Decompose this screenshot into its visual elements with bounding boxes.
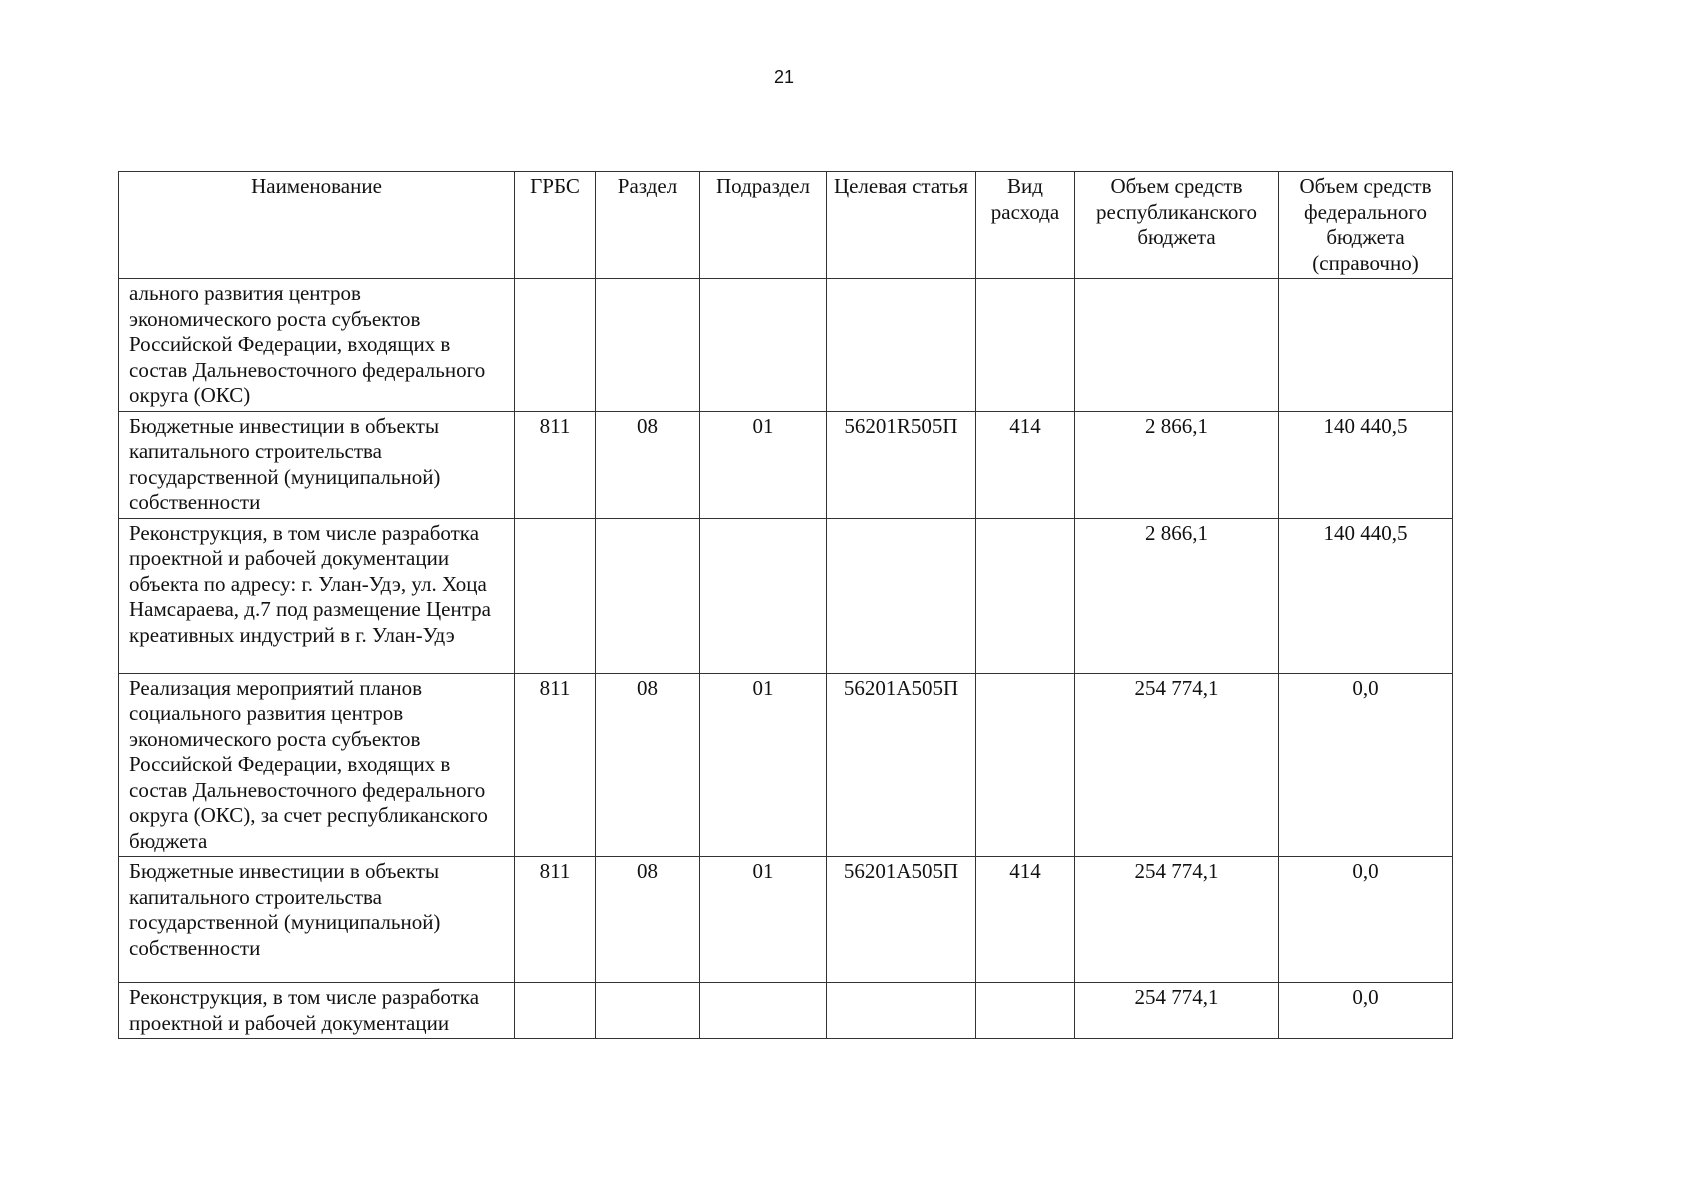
- cell-section: [596, 279, 700, 412]
- cell-subsection: [700, 983, 827, 1039]
- cell-subsection: 01: [700, 411, 827, 518]
- cell-name: Бюджетные инвестиции в объекты капитального строительства государственной (муниципальной) собственности: [119, 857, 515, 983]
- header-grbs: ГРБС: [515, 172, 596, 279]
- cell-federal-budget: 140 440,5: [1279, 518, 1453, 673]
- cell-federal-budget: 140 440,5: [1279, 411, 1453, 518]
- cell-target: [827, 518, 976, 673]
- cell-section: 08: [596, 411, 700, 518]
- cell-republic-budget: 254 774,1: [1075, 983, 1279, 1039]
- cell-federal-budget: 0,0: [1279, 673, 1453, 857]
- cell-republic-budget: 254 774,1: [1075, 673, 1279, 857]
- cell-federal-budget: [1279, 279, 1453, 412]
- table-row: [119, 518, 1453, 673]
- table-row: [119, 983, 1453, 1039]
- cell-section: 08: [596, 673, 700, 857]
- cell-section: 08: [596, 857, 700, 983]
- cell-grbs: 811: [515, 411, 596, 518]
- cell-expense-type: 414: [976, 857, 1075, 983]
- header-expense-type: Вид расхода: [976, 172, 1075, 279]
- cell-subsection: 01: [700, 673, 827, 857]
- cell-grbs: [515, 518, 596, 673]
- cell-grbs: 811: [515, 673, 596, 857]
- cell-republic-budget: [1075, 279, 1279, 412]
- cell-target: 56201А505П: [827, 857, 976, 983]
- table-header-row: [119, 172, 1453, 279]
- cell-name: Реконструкция, в том числе разработка проектной и рабочей документации объекта по адресу: г. Улан-Удэ, ул. Хоца Намсараева, д.7 под размещение Центра креативных индустрий в г. Улан-Удэ: [119, 518, 515, 673]
- cell-name: ального развития центров экономического роста субъектов Российской Федерации, входящих в состав Дальневосточного федерального округа (ОКС): [119, 279, 515, 412]
- cell-section: [596, 518, 700, 673]
- table-row: [119, 411, 1453, 518]
- cell-section: [596, 983, 700, 1039]
- budget-table: [118, 171, 1453, 1039]
- cell-subsection: 01: [700, 857, 827, 983]
- header-target: Целевая статья: [827, 172, 976, 279]
- header-name: Наименование: [119, 172, 515, 279]
- table-row: [119, 279, 1453, 412]
- header-section: Раздел: [596, 172, 700, 279]
- cell-republic-budget: 2 866,1: [1075, 518, 1279, 673]
- page-number: 21: [773, 67, 795, 87]
- table-row: [119, 673, 1453, 857]
- cell-republic-budget: 2 866,1: [1075, 411, 1279, 518]
- cell-republic-budget: 254 774,1: [1075, 857, 1279, 983]
- cell-target: 56201R505П: [827, 411, 976, 518]
- cell-federal-budget: 0,0: [1279, 983, 1453, 1039]
- cell-expense-type: [976, 983, 1075, 1039]
- table-row: [119, 857, 1453, 983]
- cell-subsection: [700, 518, 827, 673]
- cell-target: [827, 279, 976, 412]
- header-subsection: Подраздел: [700, 172, 827, 279]
- cell-subsection: [700, 279, 827, 412]
- cell-federal-budget: 0,0: [1279, 857, 1453, 983]
- cell-name: Реализация мероприятий планов социального развития центров экономического роста субъектов Российской Федерации, входящих в состав Дальневосточного федерального округа (ОКС), за счет республиканского бюджета: [119, 673, 515, 857]
- cell-grbs: [515, 983, 596, 1039]
- cell-expense-type: [976, 673, 1075, 857]
- header-republic-budget: Объем средств республиканского бюджета: [1075, 172, 1279, 279]
- header-federal-budget: Объем средств федерального бюджета (справочно): [1279, 172, 1453, 279]
- cell-name: Бюджетные инвестиции в объекты капитального строительства государственной (муниципальной) собственности: [119, 411, 515, 518]
- cell-target: [827, 983, 976, 1039]
- cell-expense-type: [976, 279, 1075, 412]
- cell-expense-type: 414: [976, 411, 1075, 518]
- cell-grbs: 811: [515, 857, 596, 983]
- cell-grbs: [515, 279, 596, 412]
- cell-name: Реконструкция, в том числе разработка проектной и рабочей документации: [119, 983, 515, 1039]
- cell-expense-type: [976, 518, 1075, 673]
- cell-target: 56201А505П: [827, 673, 976, 857]
